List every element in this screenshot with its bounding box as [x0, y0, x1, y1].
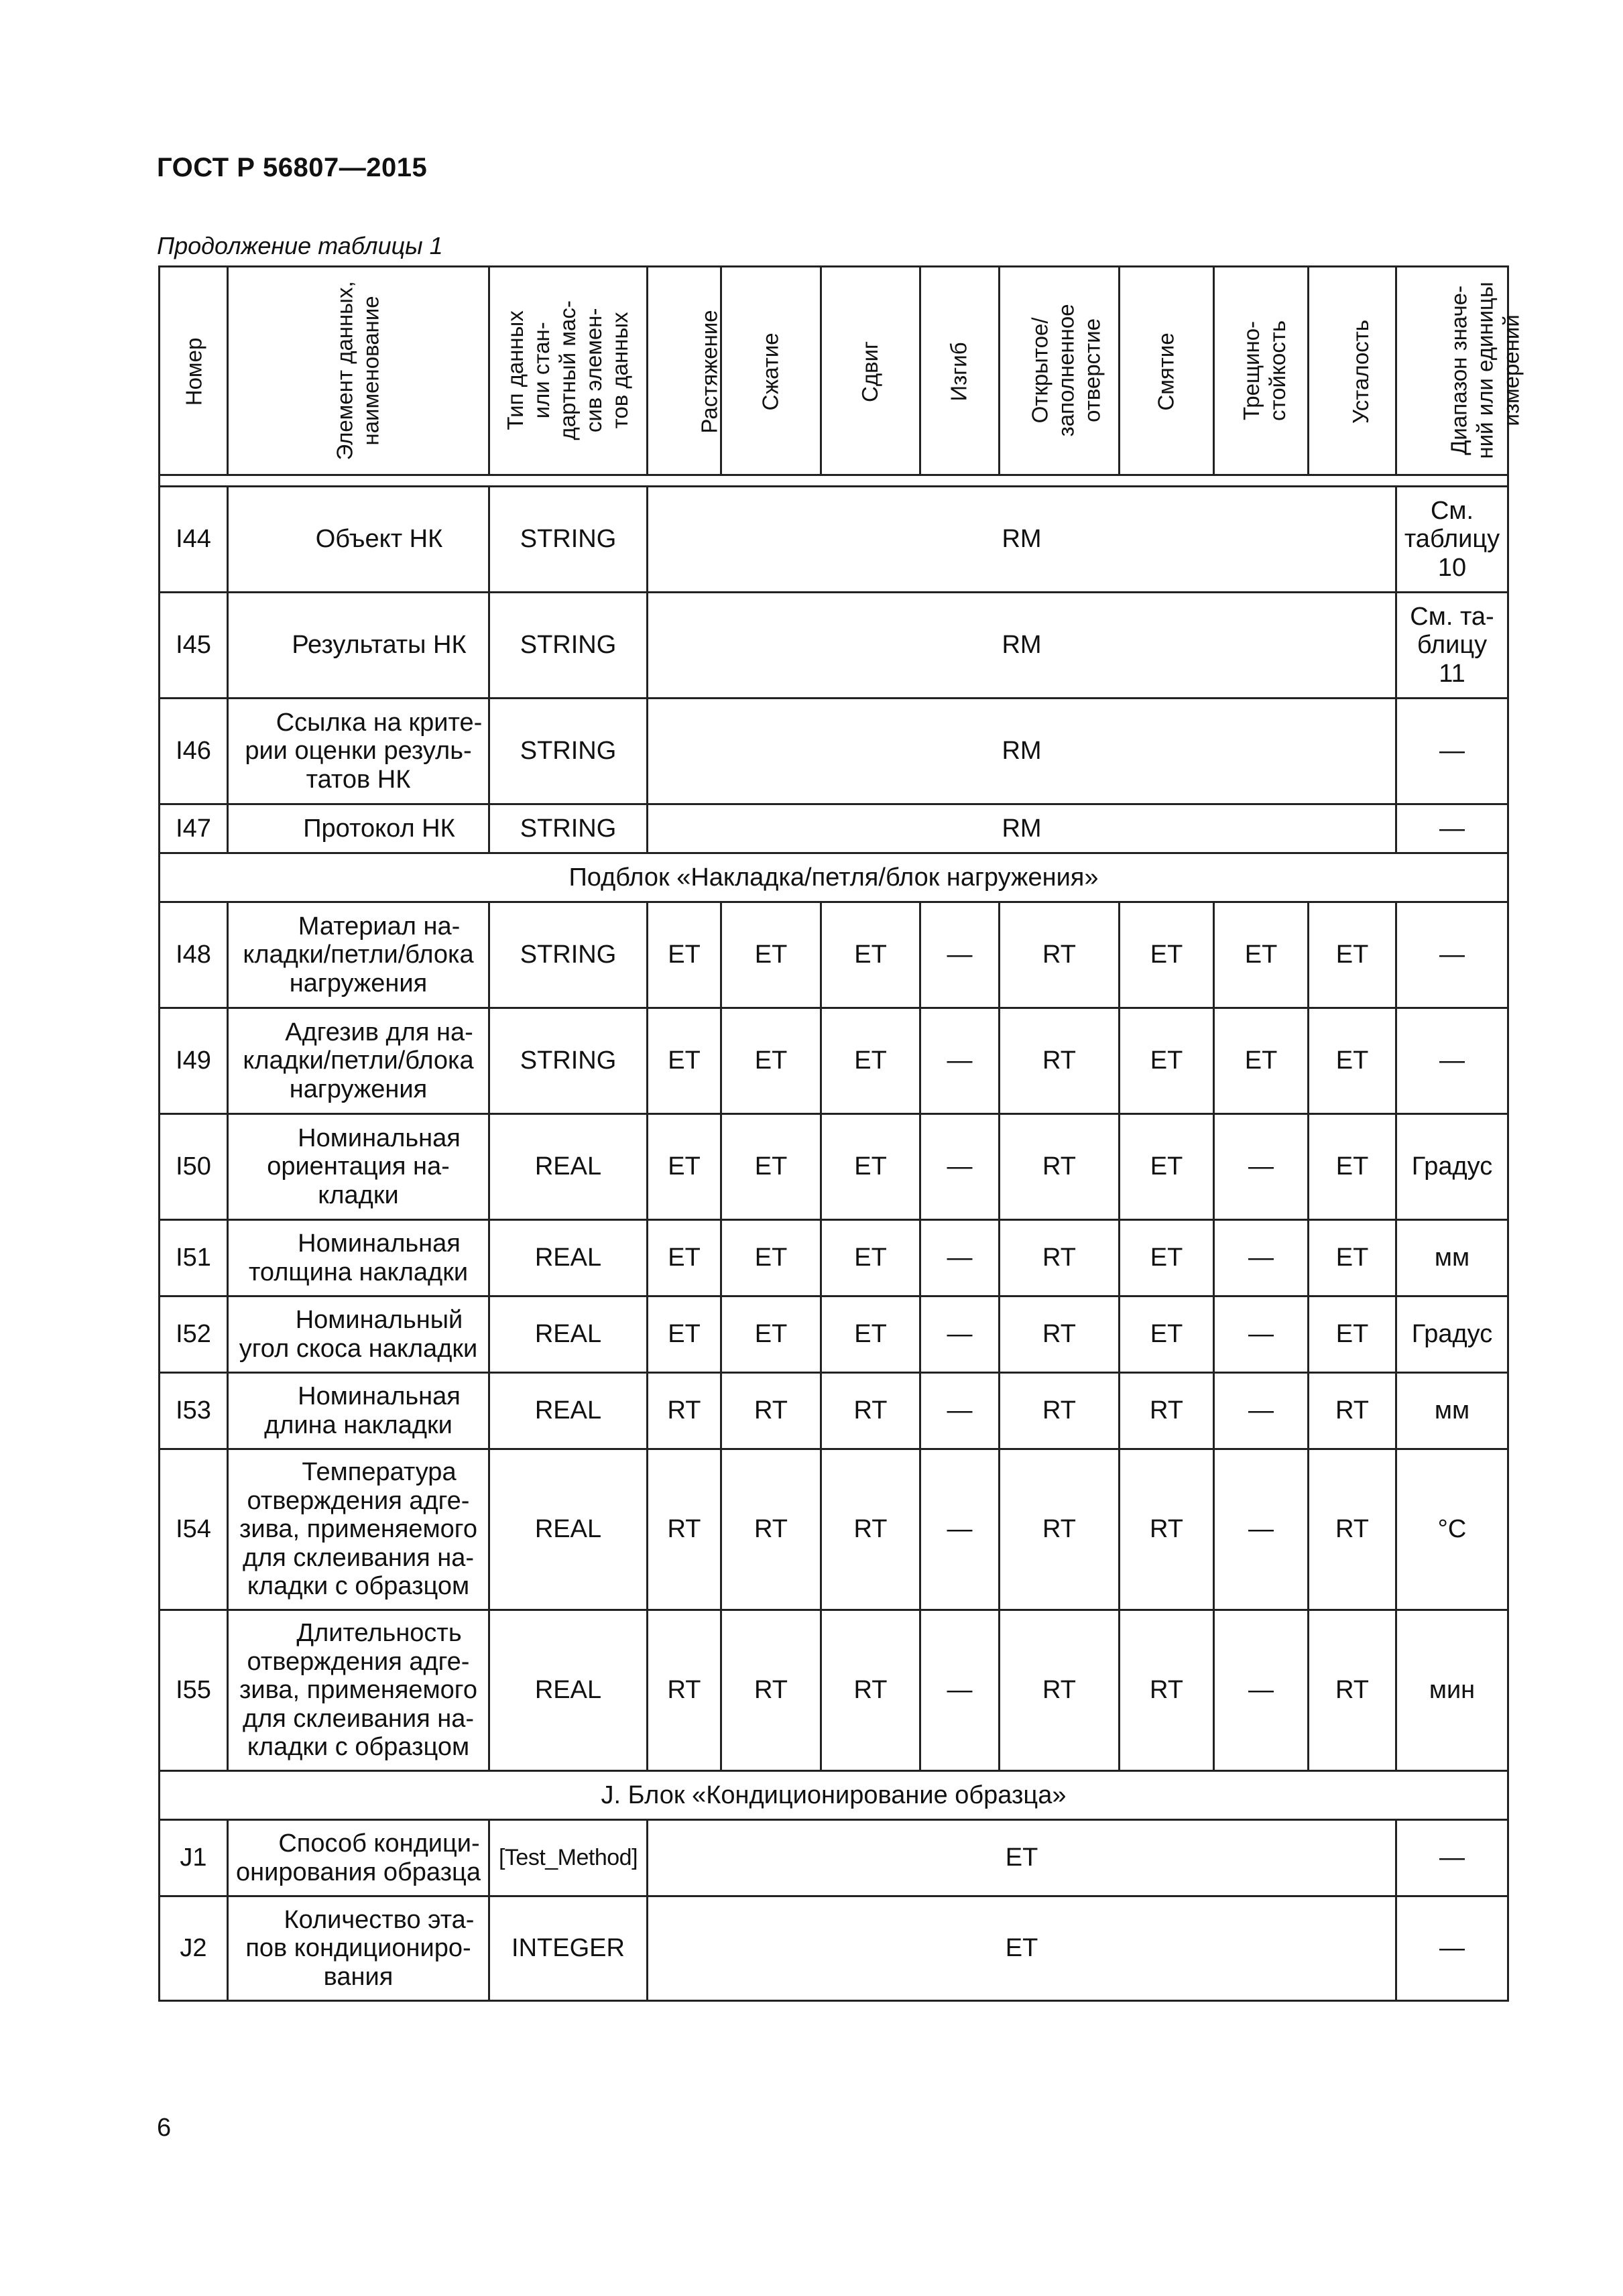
- col-header-line: Трещино-: [1239, 320, 1264, 420]
- row-element-name: Адгезив для на- кладки/петли/блока нагружения: [228, 1008, 489, 1114]
- row-merged-value: ET: [648, 1820, 1396, 1896]
- col-header-label: Усталость: [1348, 319, 1374, 424]
- row-data-type: REAL: [489, 1449, 648, 1610]
- row-cell: ET: [1120, 1296, 1214, 1373]
- col-header-toughness: [1214, 267, 1309, 475]
- row-data-type: [Test_Method]: [489, 1820, 648, 1896]
- row-number: I46: [160, 699, 228, 804]
- subsection-row: [160, 1771, 1508, 1820]
- col-header-label: Сжатие: [758, 333, 783, 411]
- col-header-bending: [920, 267, 1000, 475]
- subsection-title: Подблок «Накладка/петля/блок нагружения»: [160, 853, 1508, 902]
- col-header-line: Элемент данных,: [332, 281, 357, 461]
- row-element-name: Способ кондици- онирования образца: [228, 1820, 489, 1896]
- row-cell: RT: [1000, 1610, 1120, 1771]
- row-merged-value: RM: [648, 804, 1396, 853]
- col-header-line: заполненное: [1053, 304, 1079, 437]
- row-data-type: REAL: [489, 1220, 648, 1296]
- row-cell: ET: [1309, 1008, 1396, 1114]
- row-cell: RT: [1000, 1373, 1120, 1449]
- row-data-type: REAL: [489, 1373, 648, 1449]
- row-cell: ET: [648, 1296, 721, 1373]
- row-cell: —: [1214, 1449, 1309, 1610]
- table-row: [160, 1220, 1508, 1296]
- row-cell: ET: [1309, 1114, 1396, 1220]
- row-range: мм: [1396, 1373, 1508, 1449]
- col-header-line: дартный мас-: [555, 300, 581, 440]
- row-cell: RT: [648, 1449, 721, 1610]
- table-row: [160, 1896, 1508, 2001]
- row-data-type: STRING: [489, 804, 648, 853]
- col-header-fatigue: [1309, 267, 1396, 475]
- row-element-name: Результаты НК: [228, 593, 489, 699]
- row-cell: ET: [1120, 1114, 1214, 1220]
- row-element-name: Номинальный угол скоса накладки: [228, 1296, 489, 1373]
- col-header-label: Смятие: [1153, 333, 1179, 411]
- row-cell: —: [1214, 1296, 1309, 1373]
- row-data-type: REAL: [489, 1114, 648, 1220]
- row-cell: —: [920, 1296, 1000, 1373]
- row-data-type: STRING: [489, 593, 648, 699]
- row-number: I54: [160, 1449, 228, 1610]
- data-elements-table: [158, 265, 1524, 2002]
- row-merged-value: RM: [648, 487, 1396, 593]
- subsection-row: [160, 853, 1508, 902]
- row-cell: RT: [1309, 1449, 1396, 1610]
- row-data-type: STRING: [489, 902, 648, 1008]
- row-range: См. таблицу 10: [1396, 487, 1508, 593]
- table-row: [160, 487, 1508, 593]
- row-cell: ET: [721, 1008, 821, 1114]
- col-header-line: тов данных: [607, 312, 632, 429]
- row-cell: RT: [648, 1373, 721, 1449]
- row-element-name: Номинальная длина накладки: [228, 1373, 489, 1449]
- row-cell: RT: [1000, 1008, 1120, 1114]
- col-header-line: Тип данных: [503, 310, 528, 430]
- row-cell: RT: [1000, 1220, 1120, 1296]
- row-cell: ET: [821, 1296, 920, 1373]
- row-number: I44: [160, 487, 228, 593]
- row-range: —: [1396, 699, 1508, 804]
- row-cell: ET: [821, 902, 920, 1008]
- row-cell: ET: [1309, 1220, 1396, 1296]
- table-row: [160, 1114, 1508, 1220]
- row-number: I45: [160, 593, 228, 699]
- row-number: I52: [160, 1296, 228, 1373]
- row-range: —: [1396, 1896, 1508, 2001]
- row-element-name: Номинальная толщина накладки: [228, 1220, 489, 1296]
- row-cell: ET: [1120, 1008, 1214, 1114]
- row-cell: RT: [1120, 1373, 1214, 1449]
- table-row: [160, 1373, 1508, 1449]
- row-number: I50: [160, 1114, 228, 1220]
- row-cell: —: [920, 1373, 1000, 1449]
- row-cell: —: [1214, 1220, 1309, 1296]
- header-row: [160, 267, 1508, 475]
- col-header-compression: [721, 267, 821, 475]
- col-header-range: [1396, 267, 1524, 475]
- row-cell: ET: [1309, 1296, 1396, 1373]
- row-cell: ET: [1120, 902, 1214, 1008]
- col-header-line: ний или единицы: [1472, 282, 1498, 459]
- col-header-element: [228, 267, 489, 475]
- row-element-name: Ссылка на крите- рии оценки резуль- татов НК: [228, 699, 489, 804]
- row-range: °С: [1396, 1449, 1508, 1610]
- row-cell: RT: [1120, 1610, 1214, 1771]
- row-merged-value: RM: [648, 699, 1396, 804]
- col-header-tension: [648, 267, 721, 475]
- row-cell: RT: [721, 1373, 821, 1449]
- row-element-name: Номинальная ориентация на- кладки: [228, 1114, 489, 1220]
- row-cell: ET: [1120, 1220, 1214, 1296]
- table-row: [160, 1820, 1508, 1896]
- row-range: мин: [1396, 1610, 1508, 1771]
- row-element-name: Температура отверждения адге- зива, применяемого для склеивания на- кладки с образцом: [228, 1449, 489, 1610]
- row-range: —: [1396, 804, 1508, 853]
- row-cell: RT: [1309, 1610, 1396, 1771]
- row-cell: —: [1214, 1610, 1309, 1771]
- row-element-name: Материал на- кладки/петли/блока нагружения: [228, 902, 489, 1008]
- col-header-line: Диапазон значе-: [1446, 286, 1471, 456]
- row-data-type: STRING: [489, 1008, 648, 1114]
- col-header-label: Растяжение: [697, 310, 722, 434]
- row-element-name: Длительность отверждения адге- зива, применяемого для склеивания на- кладки с образцом: [228, 1610, 489, 1771]
- row-cell: ET: [821, 1220, 920, 1296]
- row-cell: RT: [821, 1449, 920, 1610]
- row-cell: ET: [721, 1296, 821, 1373]
- row-range: мм: [1396, 1220, 1508, 1296]
- table-row: [160, 1610, 1508, 1771]
- col-header-shear: [821, 267, 920, 475]
- col-header-number: [160, 267, 228, 475]
- row-cell: ET: [648, 902, 721, 1008]
- row-range: См. та- блицу 11: [1396, 593, 1508, 699]
- table-row: [160, 804, 1508, 853]
- col-header-bearing: [1120, 267, 1214, 475]
- row-cell: ET: [721, 902, 821, 1008]
- row-cell: ET: [648, 1220, 721, 1296]
- table-row: [160, 593, 1508, 699]
- table-row: [160, 902, 1508, 1008]
- row-element-name: Объект НК: [228, 487, 489, 593]
- col-header-line: сив элемен-: [581, 308, 606, 433]
- row-number: I49: [160, 1008, 228, 1114]
- col-header-label: Сдвиг: [857, 341, 883, 402]
- row-cell: RT: [1000, 1296, 1120, 1373]
- row-range: Градус: [1396, 1114, 1508, 1220]
- row-cell: —: [920, 1220, 1000, 1296]
- row-cell: ET: [648, 1008, 721, 1114]
- col-header-line: стойкость: [1265, 320, 1290, 421]
- row-range: Градус: [1396, 1296, 1508, 1373]
- row-cell: ET: [821, 1114, 920, 1220]
- row-number: I53: [160, 1373, 228, 1449]
- row-cell: ET: [648, 1114, 721, 1220]
- table-row: [160, 1296, 1508, 1373]
- col-header-label: Номер: [181, 337, 206, 406]
- page-number: 6: [157, 2114, 172, 2142]
- row-merged-value: RM: [648, 593, 1396, 699]
- col-header-line: отверстие: [1079, 318, 1105, 423]
- row-cell: ET: [721, 1114, 821, 1220]
- col-header-line: Открытое/: [1027, 317, 1053, 424]
- row-number: I55: [160, 1610, 228, 1771]
- row-cell: —: [920, 1449, 1000, 1610]
- row-merged-value: ET: [648, 1896, 1396, 2001]
- row-number: J1: [160, 1820, 228, 1896]
- col-header-line: или стан-: [529, 322, 554, 419]
- row-cell: ET: [1309, 902, 1396, 1008]
- row-cell: RT: [1000, 902, 1120, 1008]
- row-range: —: [1396, 1820, 1508, 1896]
- row-range: —: [1396, 1008, 1508, 1114]
- row-number: I51: [160, 1220, 228, 1296]
- row-data-type: STRING: [489, 487, 648, 593]
- row-cell: RT: [1000, 1449, 1120, 1610]
- document-code: ГОСТ Р 56807—2015: [157, 153, 428, 182]
- col-header-line: измерений: [1498, 314, 1524, 426]
- row-data-type: INTEGER: [489, 1896, 648, 2001]
- table-caption: Продолжение таблицы 1: [157, 232, 443, 259]
- row-cell: RT: [648, 1610, 721, 1771]
- row-element-name: Количество эта- пов кондициониро- вания: [228, 1896, 489, 2001]
- col-header-label: Изгиб: [947, 342, 972, 402]
- row-element-name: Протокол НК: [228, 804, 489, 853]
- row-range: —: [1396, 902, 1508, 1008]
- row-cell: —: [1214, 1373, 1309, 1449]
- row-cell: ET: [821, 1008, 920, 1114]
- row-cell: —: [1214, 1114, 1309, 1220]
- row-cell: RT: [821, 1373, 920, 1449]
- table-row: [160, 699, 1508, 804]
- col-header-line: наименование: [358, 296, 383, 446]
- row-cell: —: [920, 1008, 1000, 1114]
- row-data-type: REAL: [489, 1296, 648, 1373]
- row-number: J2: [160, 1896, 228, 2001]
- row-cell: RT: [1000, 1114, 1120, 1220]
- row-cell: RT: [721, 1449, 821, 1610]
- row-data-type: STRING: [489, 699, 648, 804]
- table-row: [160, 1008, 1508, 1114]
- row-number: I48: [160, 902, 228, 1008]
- row-cell: —: [920, 1114, 1000, 1220]
- col-header-type: [489, 267, 648, 475]
- row-cell: RT: [721, 1610, 821, 1771]
- row-cell: RT: [821, 1610, 920, 1771]
- row-cell: ET: [1214, 902, 1309, 1008]
- row-cell: —: [920, 902, 1000, 1008]
- header-separator: [160, 475, 1508, 487]
- row-cell: ET: [1214, 1008, 1309, 1114]
- row-data-type: REAL: [489, 1610, 648, 1771]
- row-cell: RT: [1120, 1449, 1214, 1610]
- row-cell: RT: [1309, 1373, 1396, 1449]
- subsection-title: J. Блок «Кондиционирование образца»: [160, 1771, 1508, 1820]
- row-cell: ET: [721, 1220, 821, 1296]
- row-cell: —: [920, 1610, 1000, 1771]
- col-header-hole: [1000, 267, 1120, 475]
- table-row: [160, 1449, 1508, 1610]
- row-number: I47: [160, 804, 228, 853]
